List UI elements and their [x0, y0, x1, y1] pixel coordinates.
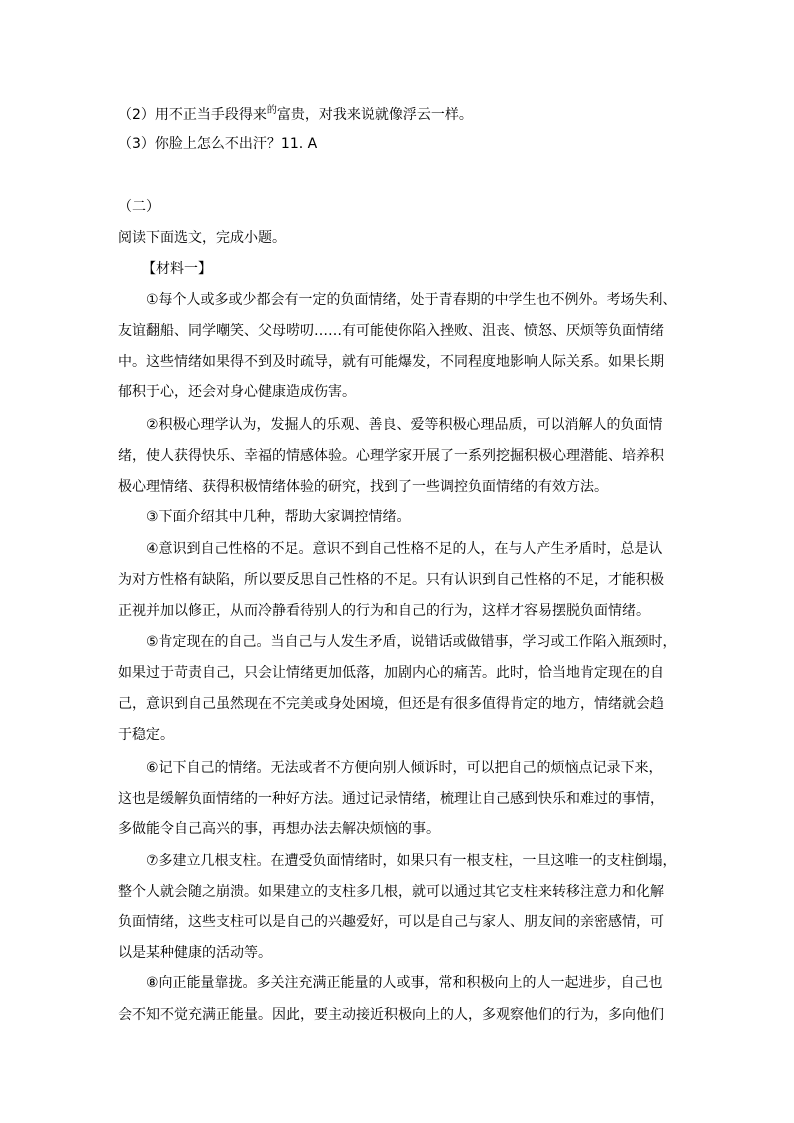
- paragraph-line: 整个人就会随之崩溃。如果建立的支柱多几根，就可以通过其它支柱来转移注意力和化解: [118, 884, 664, 900]
- paragraph-line: 如果过于苛责自己，只会让情绪更加低落，加剧内心的痛苦。此时，恰当地肯定现在的自: [118, 665, 664, 681]
- paragraph-line: 友谊翻船、同学嘲笑、父母唠叨……有可能使你陷入挫败、沮丧、愤怒、厌烦等负面情绪: [118, 323, 664, 339]
- paragraph-line: 极心理情绪、获得积极情绪体验的研究，找到了一些调控负面情绪的有效方法。: [118, 479, 608, 495]
- paragraph-line: 负面情绪，这些支柱可以是自己的兴趣爱好，可以是自己与家人、朋友间的亲密感情，可: [118, 914, 664, 930]
- paragraph-line: 会不知不觉充满正能量。因此，要主动接近积极向上的人，多观察他们的行为，多向他们: [118, 1007, 664, 1023]
- paragraph-line: ⑦多建立几根支柱。在遭受负面情绪时，如果只有一根支柱，一旦这唯一的支柱倒塌，: [146, 853, 677, 869]
- section-heading: （二）: [118, 199, 160, 215]
- material-title: 【材料一】: [142, 261, 212, 277]
- paragraph-line: ⑤肯定现在的自己。当自己与人发生矛盾，说错话或做错事，学习或工作陷入瓶颈时，: [146, 634, 677, 650]
- paragraph-line: 郁积于心，还会对身心健康造成伤害。: [118, 384, 356, 400]
- paragraph-line: ④意识到自己性格的不足。意识不到自己性格不足的人，在与人产生矛盾时，总是认: [146, 541, 663, 557]
- paragraph-line: ②积极心理学认为，发掘人的乐观、善良、爱等积极心理品质，可以消解人的负面情: [146, 417, 663, 433]
- paragraph-line: 绪，使人获得快乐、幸福的情感体验。心理学家开展了一系列挖掘积极心理潜能、培养积: [118, 448, 664, 464]
- answer-3: （3）你脸上怎么不出汗？11. A: [118, 136, 318, 152]
- paragraph-line: 以是某种健康的活动等。: [118, 945, 272, 961]
- instruction: 阅读下面选文，完成小题。: [118, 230, 286, 246]
- paragraph-line: ⑧向正能量靠拢。多关注充满正能量的人或事，常和积极向上的人一起进步，自己也: [146, 975, 663, 991]
- paragraph-line: ⑥记下自己的情绪。无法或者不方便向别人倾诉时，可以把自己的烦恼点记录下来，: [146, 760, 663, 776]
- paragraph-line: ③下面介绍其中几种，帮助大家调控情绪。: [146, 509, 411, 525]
- paragraph-line: 这也是缓解负面情绪的一种好方法。通过记录情绪，梳理让自己感到快乐和难过的事情，: [118, 791, 664, 807]
- paragraph-line: 于稳定。: [118, 727, 174, 743]
- paragraph-line: 正视并加以修正，从而冷静看待别人的行为和自己的行为，这样才容易摆脱负面情绪。: [118, 603, 650, 619]
- paragraph-line: 中。这些情绪如果得不到及时疏导，就有可能爆发，不同程度地影响人际关系。如果长期: [118, 354, 664, 370]
- answer-2: [118, 106, 473, 126]
- answer-2-text: （2）用不正当手段得来: [118, 107, 267, 123]
- answer-2-text-end: 富贵，对我来说就像浮云一样。: [276, 107, 473, 123]
- answer-2-superscript: 的: [266, 105, 277, 116]
- paragraph-line: 为对方性格有缺陷，所以要反思自己性格的不足。只有认识到自己性格的不足，才能积极: [118, 572, 664, 588]
- paragraph-line: 己，意识到自己虽然现在不完美或身处困境，但还是有很多值得肯定的地方，情绪就会趋: [118, 696, 664, 712]
- paragraph-line: ①每个人或多或少都会有一定的负面情绪，处于青春期的中学生也不例外。考场失利、: [146, 292, 677, 308]
- paragraph-line: 多做能令自己高兴的事，再想办法去解决烦恼的事。: [118, 821, 440, 837]
